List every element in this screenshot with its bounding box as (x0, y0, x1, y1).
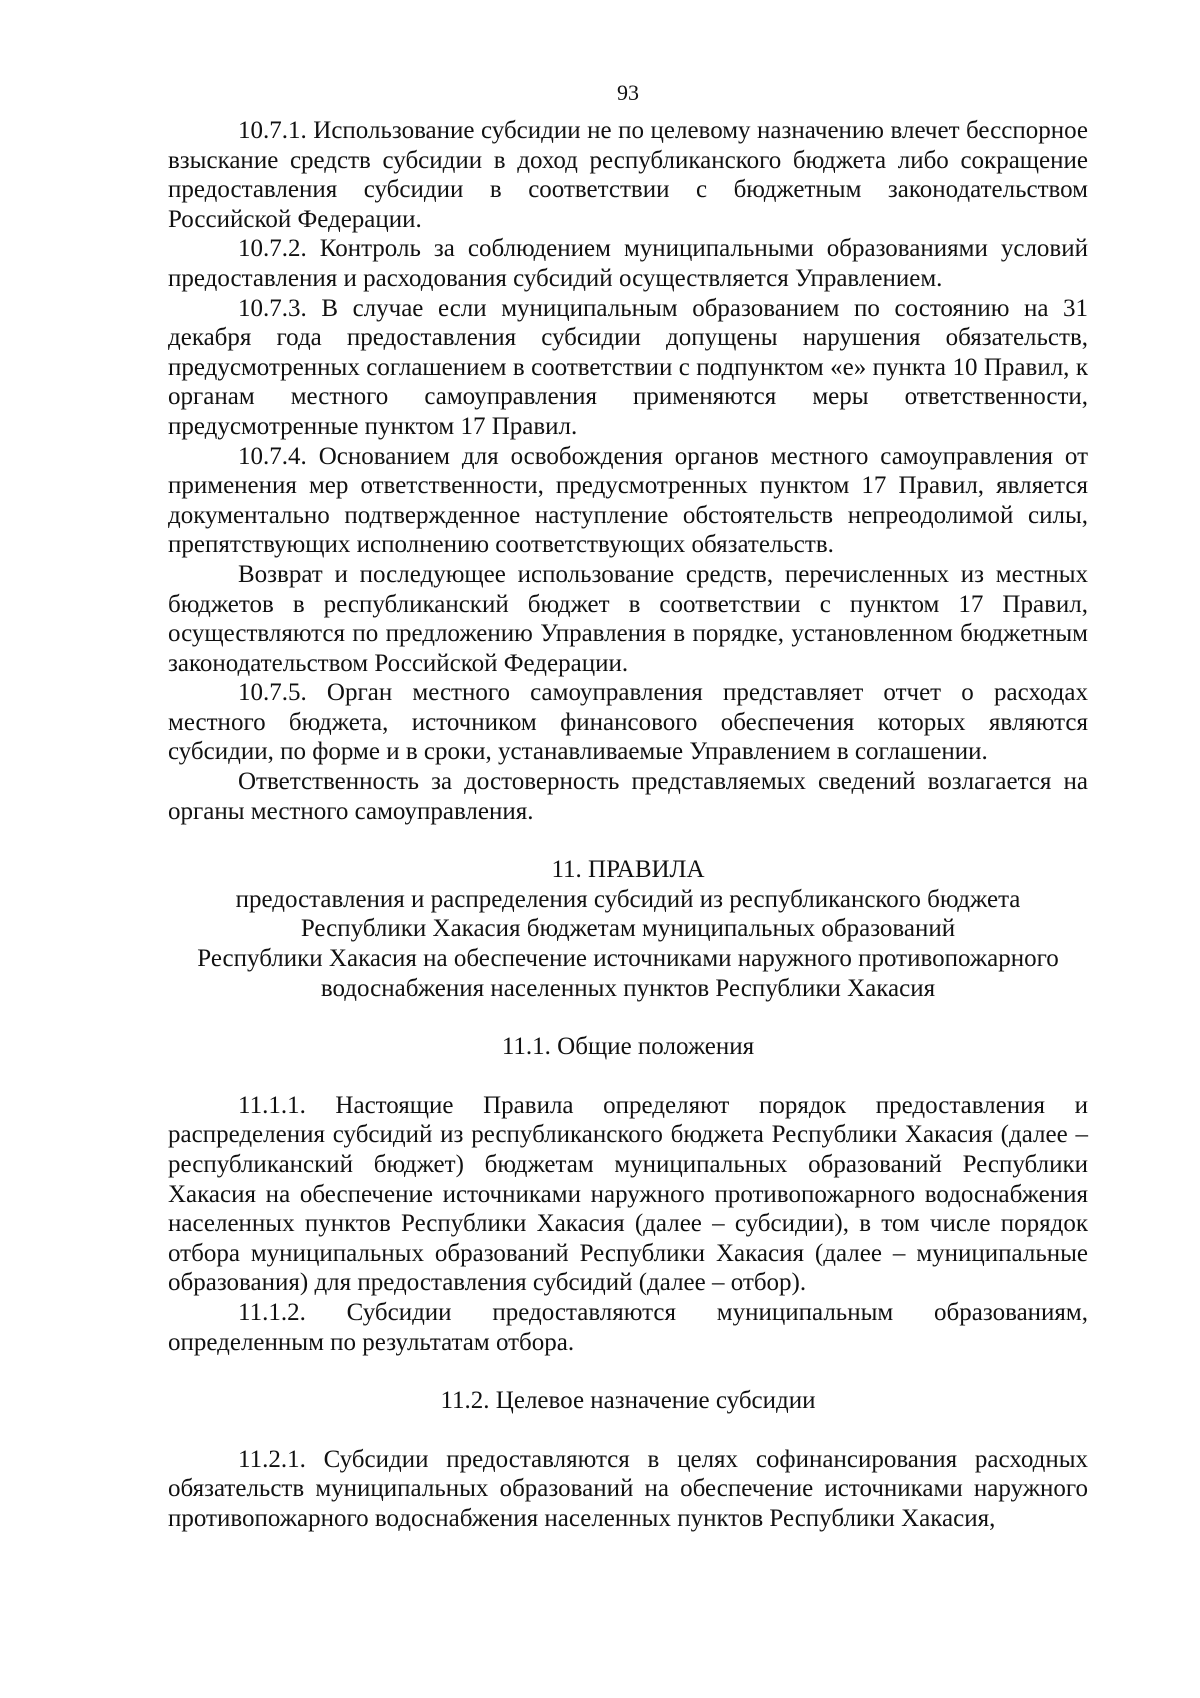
paragraph-10-7-5: 10.7.5. Орган местного самоуправления представляет отчет о расходах местного бюджета, источником финансового обеспечения которых являются субсидии, по форме и в сроки, устанавливаемые Управлением в соглашении. (168, 679, 1088, 766)
paragraph-responsibility: Ответственность за достоверность представляемых сведений возлагается на органы местного самоуправления. (168, 768, 1088, 825)
section-title-line5: водоснабжения населенных пунктов Республики Хакасия (320, 974, 936, 1002)
paragraph-11-1-1: 11.1.1. Настоящие Правила определяют порядок предоставления и распределения субсидий из республиканского бюджета Республики Хакасия (далее – республиканский бюджет) бюджетам муниципальных образований Республики Хакасия на обеспечение источниками наружного противопожарного водоснабжения населенных пунктов Республики Хакасия (далее – субсидии), в том числе порядок отбора муниципальных образований Республики Хакасия (далее – муниципальные образования) для предоставления субсидий (далее – отбор). (168, 1091, 1088, 1297)
section-title-line3: Республики Хакасия бюджетам муниципальных образований (300, 915, 956, 943)
paragraph-10-7-3: 10.7.3. В случае если муниципальным образованием по состоянию на 31 декабря года предоставления субсидии допущены нарушения обязательств, предусмотренных соглашением в соответствии с подпунктом «е» пункта 10 Правил, к органам местного самоуправления применяются меры ответственности, предусмотренные пунктом 17 Правил. (168, 294, 1088, 440)
section-title (168, 855, 1088, 1003)
section-title-line2: предоставления и распределения субсидий из республиканского бюджета (235, 885, 1021, 913)
paragraph-10-7-4: 10.7.4. Основанием для освобождения органов местного самоуправления от применения мер ответственности, предусмотренных пунктом 17 Правил, является документально подтвержденное наступление обстоятельств непреодолимой силы, препятствующих исполнению соответствующих обязательств. (168, 442, 1088, 559)
paragraph-10-7-2: 10.7.2. Контроль за соблюдением муниципальными образованиями условий предоставления и расходования субсидий осуществляется Управлением. (168, 235, 1088, 292)
paragraph-return-funds: Возврат и последующее использование средств, перечисленных из местных бюджетов в республиканский бюджет в соответствии с пунктом 17 Правил, осуществляются по предложению Управления в порядке, установленном бюджетным законодательством Российской Федерации. (168, 560, 1088, 677)
subsection-2-title: 11.2. Целевое назначение субсидии (440, 1387, 816, 1415)
paragraph-10-7-1: 10.7.1. Использование субсидии не по целевому назначению влечет бесспорное взыскание средств субсидии в доход республиканского бюджета либо сокращение предоставления субсидии в соответствии с бюджетным законодательством Российской Федерации. (168, 117, 1088, 233)
subsection-1-title: 11.1. Общие положения (501, 1033, 755, 1061)
section-title-line1: 11. ПРАВИЛА (551, 856, 705, 884)
paragraph-11-1-2: 11.1.2. Субсидии предоставляются муниципальным образованиям, определенным по результатам отбора. (168, 1298, 1088, 1356)
section-title-line4: Республики Хакасия на обеспечение источниками наружного противопожарного (197, 945, 1059, 973)
page-number: 93 (617, 80, 639, 105)
paragraph-11-2-1: 11.2.1. Субсидии предоставляются в целях софинансирования расходных обязательств муниципальных образований на обеспечение источниками наружного противопожарного водоснабжения населенных пунктов Республики Хакасия, (168, 1445, 1088, 1532)
